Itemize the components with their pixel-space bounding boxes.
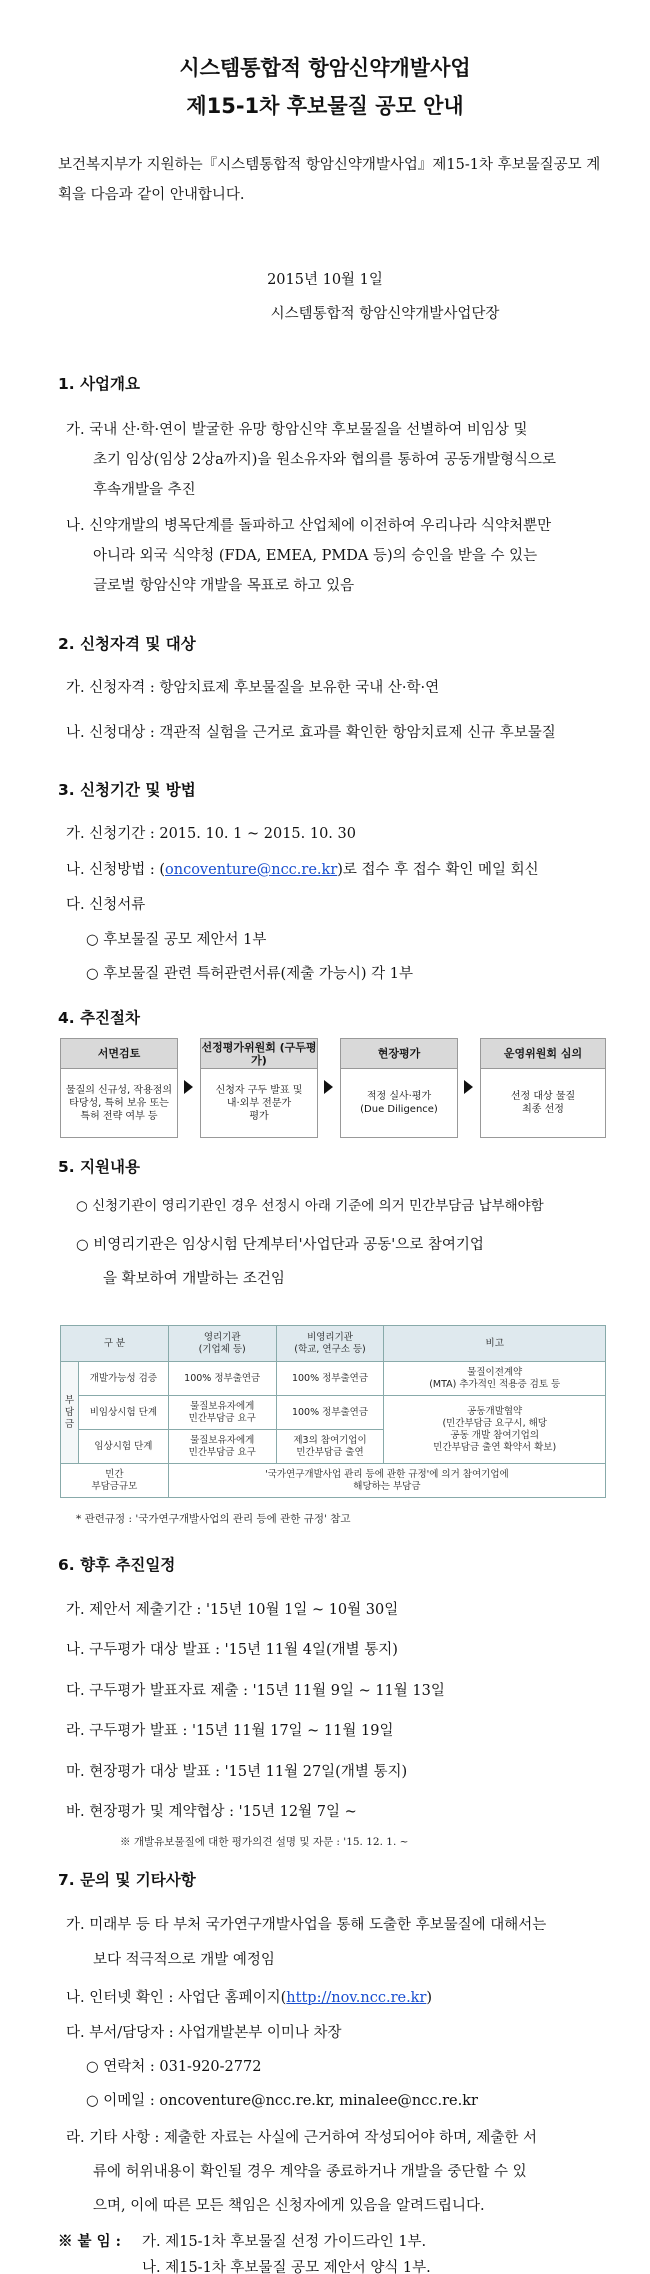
schedule-note: ※ 개발유보물질에 대한 평가의견 설명 및 자문 : '15. 12. 1. ~ [120, 1836, 409, 1848]
section-1-ga-line-1: 가. 국내 산·학·연이 발굴한 유망 항암신약 후보물질을 선별하여 비임상 및 [66, 422, 528, 438]
section-7-ga-line-2: 보다 적극적으로 개발 예정임 [93, 1952, 275, 1968]
section-1-na-line-1: 나. 신약개발의 병목단계를 돌파하고 산업체에 이전하여 우리나라 식약처뿐만 [66, 518, 552, 534]
table-header-row [61, 1326, 606, 1362]
process-step [340, 1038, 458, 1138]
section-3-ga: 가. 신청기간 : 2015. 10. 1 ~ 2015. 10. 30 [66, 826, 356, 842]
section-7-ra-line-3: 으며, 이에 따른 모든 책임은 신청자에게 있음을 알려드립니다. [93, 2198, 485, 2214]
section-7-ra-line-1: 라. 기타 사항 : 제출한 자료는 사실에 근거하여 작성되어야 하며, 제출한 서 [66, 2130, 538, 2146]
table-cell: '국가연구개발사업 관리 등에 관한 규정'에 의거 참여기업에 해당하는 부담금 [168, 1464, 605, 1498]
section-2-ga: 가. 신청자격 : 항암치료제 후보물질을 보유한 국내 산·학·연 [66, 680, 440, 696]
table-header-cell: 비영리기관 (학교, 연구소 등) [276, 1326, 384, 1362]
section-5-bullet-1: ○ 신청기관이 영리기관인 경우 선정시 아래 기준에 의거 민간부담금 납부해야함 [76, 1198, 544, 1214]
arrow-right-icon [184, 1080, 193, 1094]
table-cell: 민간 부담금규모 [61, 1464, 169, 1498]
process-step [60, 1038, 178, 1138]
contact-email: ○ 이메일 : oncoventure@ncc.re.kr, minalee@ncc.re.kr [86, 2093, 478, 2109]
table-side-label: 부 담 금 [61, 1362, 79, 1464]
section-1-ga-line-3: 후속개발을 추진 [93, 482, 196, 498]
table-cell: 100% 정부출연금 [276, 1396, 384, 1430]
process-step-body: 적정 실사·평가 (Due Diligence) [360, 1091, 438, 1115]
announcement-date: 2015년 10월 1일 [267, 272, 383, 288]
section-1-heading: 1. 사업개요 [58, 375, 140, 393]
process-step-body: 물질의 신규성, 작용점의 타당성, 특허 보유 또는 특허 전략 여부 등 [65, 1084, 173, 1122]
table-row [61, 1396, 606, 1430]
section-3-doc-1: ○ 후보물질 공모 제안서 1부 [86, 932, 267, 948]
section-7-da: 다. 부서/담당자 : 사업개발본부 이미나 차장 [66, 2025, 342, 2041]
table-header-cell: 영리기관 (기업체 등) [168, 1326, 276, 1362]
application-email-link[interactable]: oncoventure@ncc.re.kr [165, 862, 338, 878]
schedule-item: 가. 제안서 제출기간 : '15년 10월 1일 ~ 10월 30일 [66, 1602, 399, 1618]
table-footnote: * 관련규정 : '국가연구개발사업의 관리 등에 관한 규정' 참고 [76, 1513, 351, 1525]
section-7-na-suffix: ) [426, 1990, 433, 2006]
table-cell: 100% 정부출연금 [168, 1362, 276, 1396]
section-5-bullet-2-line-1: ○ 비영리기관은 임상시험 단계부터'사업단과 공동'으로 참여기업 [76, 1237, 484, 1253]
section-2-na: 나. 신청대상 : 객관적 실험을 근거로 효과를 확인한 항암치료제 신규 후보물질 [66, 725, 556, 741]
schedule-item: 나. 구두평가 대상 발표 : '15년 11월 4일(개별 통지) [66, 1642, 398, 1658]
section-6-heading: 6. 향후 추진일정 [58, 1556, 176, 1574]
table-cell: 개발가능성 검증 [78, 1362, 168, 1396]
process-step-title: 운영위원회 심의 [481, 1039, 605, 1069]
table-cell: 공동개발협약 (민간부담금 요구시, 해당 공동 개발 참여기업의 민간부담금 출연 확약서 확보) [384, 1396, 606, 1464]
table-header-cell: 비고 [384, 1326, 606, 1362]
attachments-label: ※ 붙 임 : [58, 2233, 122, 2250]
section-2-heading: 2. 신청자격 및 대상 [58, 635, 196, 653]
section-5-heading: 5. 지원내용 [58, 1158, 140, 1176]
schedule-item: 라. 구두평가 발표 : '15년 11월 17일 ~ 11월 19일 [66, 1723, 394, 1739]
table-cell: 제3의 참여기업이 민간부담금 출연 [276, 1430, 384, 1464]
section-4-heading: 4. 추진절차 [58, 1009, 140, 1027]
section-3-heading: 3. 신청기간 및 방법 [58, 781, 196, 799]
table-cell: 임상시험 단계 [78, 1430, 168, 1464]
table-cell: 물질이전계약 (MTA) 추가적인 적용증 검토 등 [384, 1362, 606, 1396]
process-step [200, 1038, 318, 1138]
section-3-da: 다. 신청서류 [66, 897, 146, 913]
section-3-doc-2: ○ 후보물질 관련 특허관련서류(제출 가능시) 각 1부 [86, 966, 413, 982]
issuing-organization: 시스템통합적 항암신약개발사업단장 [270, 306, 500, 322]
section-1-na-line-2: 아니라 외국 식약청 (FDA, EMEA, PMDA 등)의 승인을 받을 수 있는 [93, 548, 538, 564]
table-row [61, 1362, 606, 1396]
section-7-heading: 7. 문의 및 기타사항 [58, 1871, 196, 1889]
section-3-na-suffix: )로 접수 후 접수 확인 메일 회신 [337, 862, 539, 878]
process-step-body: 신청자 구두 발표 및 내·외부 전문가 평가 [215, 1084, 303, 1122]
schedule-item: 바. 현장평가 및 계약협상 : '15년 12월 7일 ~ [66, 1804, 357, 1820]
contact-phone: ○ 연락처 : 031-920-2772 [86, 2059, 262, 2075]
section-7-ra-line-2: 류에 허위내용이 확인될 경우 계약을 종료하거나 개발을 중단할 수 있 [93, 2164, 527, 2180]
process-step-title: 선정평가위원회 (구두평가) [201, 1039, 317, 1069]
schedule-item: 마. 현장평가 대상 발표 : '15년 11월 27일(개별 통지) [66, 1764, 408, 1780]
section-7-ga-line-1: 가. 미래부 등 타 부처 국가연구개발사업을 통해 도출한 후보물질에 대해서는 [66, 1917, 547, 1933]
section-7-na [66, 1986, 432, 2007]
table-cell: 비임상시험 단계 [78, 1396, 168, 1430]
section-1-ga-line-2: 초기 임상(임상 2상a까지)을 원소유자와 협의를 통하여 공동개발형식으로 [93, 452, 557, 468]
table-row [61, 1464, 606, 1498]
section-3-na [66, 858, 539, 879]
arrow-right-icon [324, 1080, 333, 1094]
section-5-bullet-2-line-2: 을 확보하여 개발하는 조건임 [103, 1271, 285, 1287]
process-flow [60, 1038, 606, 1138]
process-step-body: 선정 대상 물질 최종 선정 [510, 1091, 576, 1115]
attachment-item: 나. 제15-1차 후보물질 공모 제안서 양식 1부. [142, 2260, 431, 2274]
process-step [480, 1038, 606, 1138]
arrow-right-icon [464, 1080, 473, 1094]
attachment-item: 가. 제15-1차 후보물질 선정 가이드라인 1부. [142, 2234, 427, 2250]
schedule-item: 다. 구두평가 발표자료 제출 : '15년 11월 9일 ~ 11월 13일 [66, 1683, 445, 1699]
table-cell: 물질보유자에게 민간부담금 요구 [168, 1430, 276, 1464]
support-table [60, 1325, 606, 1498]
section-1-na-line-3: 글로벌 항암신약 개발을 목표로 하고 있음 [93, 578, 355, 594]
table-cell: 100% 정부출연금 [276, 1362, 384, 1396]
section-3-na-prefix: 나. 신청방법 : ( [66, 862, 166, 878]
title-line-2: 제15-1차 후보물질 공모 안내 [186, 94, 464, 118]
intro-paragraph: 보건복지부가 지원하는『시스템통합적 항암신약개발사업』제15-1차 후보물질공모 계획을 다음과 같이 안내합니다. [58, 157, 601, 203]
table-cell: 물질보유자에게 민간부담금 요구 [168, 1396, 276, 1430]
table-header-cell: 구 분 [61, 1326, 169, 1362]
title-line-1: 시스템통합적 항암신약개발사업 [179, 56, 471, 80]
homepage-link[interactable]: http://nov.ncc.re.kr [286, 1990, 427, 2006]
process-step-title: 현장평가 [341, 1039, 457, 1069]
process-step-title: 서면검토 [61, 1039, 177, 1069]
section-7-na-prefix: 나. 인터넷 확인 : 사업단 홈페이지( [66, 1990, 287, 2006]
